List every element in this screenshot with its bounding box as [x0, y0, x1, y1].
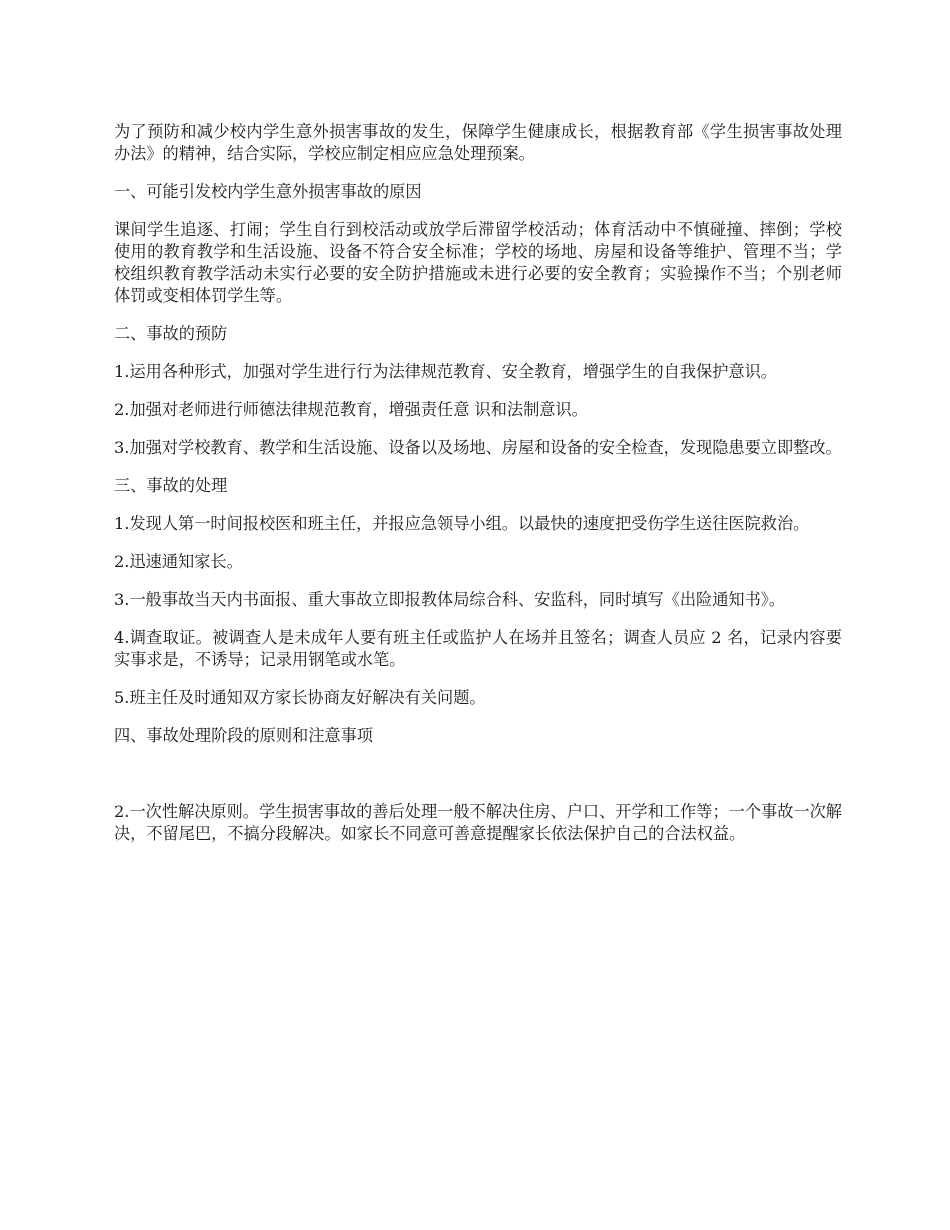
- section-heading-handling: 三、事故的处理: [114, 476, 228, 495]
- principles-item-2: 2.一次性解决原则。学生损害事故的善后处理一般不解决住房、户口、开学和工作等；一个事故一次解决，不留尾巴，不搞分段解决。如家长不同意可善意提醒家长依法保护自己的合法权益。: [114, 802, 842, 843]
- blank-line: [114, 763, 842, 785]
- section-heading-prevention: 二、事故的预防: [114, 324, 228, 343]
- prevention-item-1: 1.运用各种形式，加强对学生进行行为法律规范教育、安全教育，增强学生的自我保护意识。: [114, 362, 777, 381]
- document-body: [114, 121, 842, 861]
- intro-paragraph: 为了预防和减少校内学生意外损害事故的发生，保障学生健康成长，根据教育部《学生损害事故处理办法》的精神，结合实际，学校应制定相应应急处理预案。: [114, 122, 842, 163]
- handling-item-4: 4.调查取证。被调查人是未成年人要有班主任或监护人在场并且签名；调查人员应 2 名，记录内容要实事求是，不诱导；记录用钢笔或水笔。: [114, 628, 842, 669]
- handling-item-2: 2.迅速通知家长。: [114, 552, 243, 571]
- section-heading-causes: 一、可能引发校内学生意外损害事故的原因: [114, 182, 422, 201]
- handling-item-3: 3.一般事故当天内书面报、重大事故立即报教体局综合科、安监科，同时填写《出险通知书》。: [114, 590, 786, 609]
- causes-paragraph: 课间学生追逐、打闹；学生自行到校活动或放学后滞留学校活动；体育活动中不慎碰撞、摔倒；学校使用的教育教学和生活设施、设备不符合安全标准；学校的场地、房屋和设备等维护、管理不当；学校组织教育教学活动未实行必要的安全防护措施或未进行必要的安全教育；实验操作不当；个别老师体罚或变相体罚学生等。: [114, 220, 842, 305]
- handling-item-1: 1.发现人第一时间报校医和班主任，并报应急领导小组。以最快的速度把受伤学生送往医院救治。: [114, 514, 810, 533]
- handling-item-5: 5.班主任及时通知双方家长协商友好解决有关问题。: [114, 688, 486, 707]
- prevention-item-2: 2.加强对老师进行师德法律规范教育，增强责任意 识和法制意识。: [114, 400, 588, 419]
- section-heading-principles: 四、事故处理阶段的原则和注意事项: [114, 726, 373, 745]
- prevention-item-3: 3.加强对学校教育、教学和生活设施、设备以及场地、房屋和设备的安全检查，发现隐患要立即整改。: [114, 438, 842, 457]
